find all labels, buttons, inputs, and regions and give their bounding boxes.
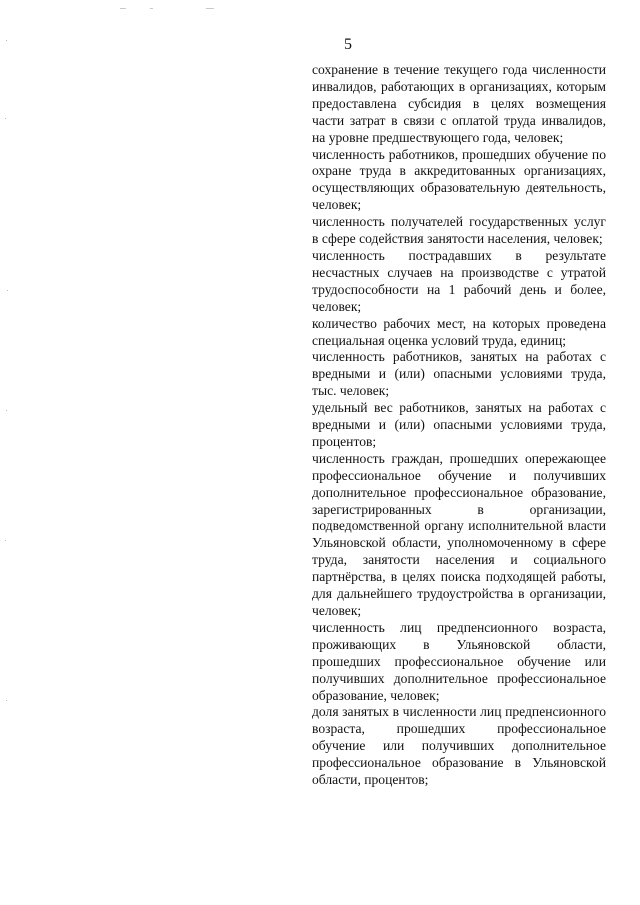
list-item: численность работников, прошедших обучение по охране труда в аккредитованных организациях, осуществляющих образовательную деятельность, человек; [312,146,606,213]
document-body [312,62,606,789]
list-item: численность лиц предпенсионного возраста, проживающих в Ульяновской области, прошедших профессиональное обучение или получивших дополнительное профессиональное образование, человек; [312,619,606,703]
scan-speck [7,290,8,291]
scan-speck [5,118,6,119]
list-item: количество рабочих мест, на которых проведена специальная оценка условий труда, единиц; [312,315,606,348]
list-item: численность граждан, прошедших опережающее профессиональное обучение и получивших дополнительное профессиональное образование, зарегистрированных в организации, подведомственной органу исполнительной власти Ульяновской области, уполномоченному в сфере труда, занятости населения и социального партнёрства, в целях поиска подходящей работы, для дальнейшего трудоустройства в организации, человек; [312,450,606,618]
scan-speck [6,40,7,41]
list-item: удельный вес работников, занятых на работах с вредными и (или) опасными условиями труда, процентов; [312,400,606,449]
scan-speck [120,8,126,9]
list-item: сохранение в течение текущего года численности инвалидов, работающих в организациях, которым предоставлена субсидия в целях возмещения части затрат в связи с оплатой труда инвалидов, на уровне предшествующего года, человек; [312,62,606,145]
scan-speck [206,8,214,9]
page-number: 5 [344,36,352,53]
scan-speck [6,700,7,701]
scan-speck [6,410,7,411]
scan-speck [5,540,6,541]
list-item: численность работников, занятых на работах с вредными и (или) опасными условиями труда, тыс. человек; [312,349,606,399]
list-item: доля занятых в численности лиц предпенсионного возраста, прошедших профессиональное обучение или получивших дополнительное профессиональное образование в Ульяновской области, процентов; [312,704,606,788]
scan-speck [150,8,153,9]
list-item: численность получателей государственных услуг в сфере содействия занятости населения, человек; [312,214,606,247]
list-item: численность пострадавших в результате несчастных случаев на производстве с утратой трудоспособности на 1 рабочий день и более, человек; [312,247,606,314]
